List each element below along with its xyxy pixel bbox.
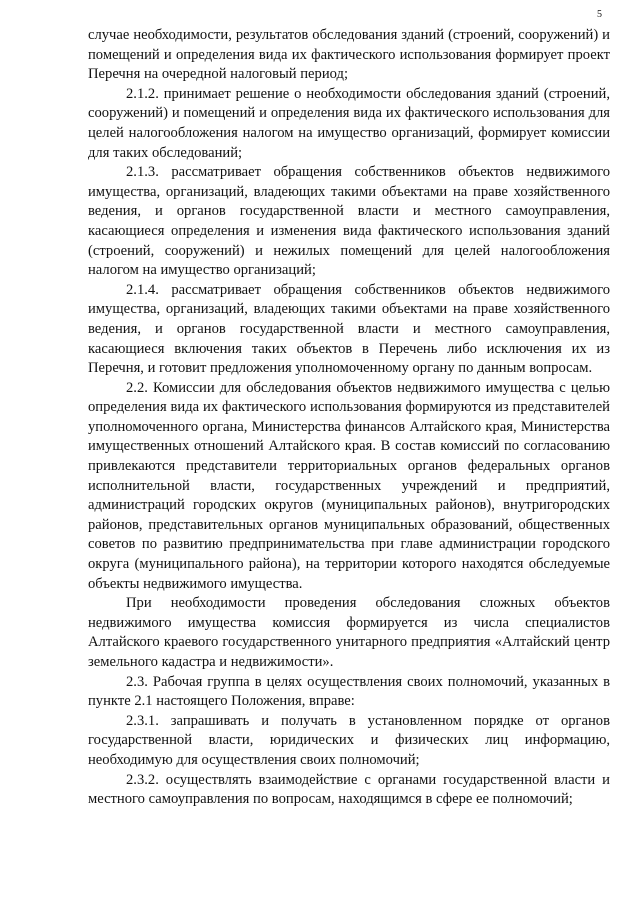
paragraph-continuation: случае необходимости, результатов обследования зданий (строений, сооружений) и помещений и определения вида их фактического использования формирует проект Перечня на очередной налоговый период; (88, 27, 610, 83)
page-number: 5 (597, 9, 602, 20)
paragraph-special-objects: При необходимости проведения обследования сложных объектов недвижимого имущества комиссия формируется из числа специалистов Алтайского краевого государственного унитарного предприятия «Алтайский центр земельного кадастра и недвижимости». (88, 595, 610, 670)
paragraph-2-1-2: 2.1.2. принимает решение о необходимости обследования зданий (строений, сооружений) и помещений и определения вида их фактического использования для целей налогообложения налогом на имущество организаций, формирует комиссии для таких обследований; (88, 85, 610, 161)
paragraph-2-1-4: 2.1.4. рассматривает обращения собственников объектов недвижимого имущества, организаций, владеющих такими объектами на праве хозяйственного ведения, и органов государственной власти и местного самоуправления, касающиеся включения таких объектов в Перечень либо исключения их из Перечня, и готовит предложения уполномоченному органу по данным вопросам. (88, 281, 610, 377)
paragraph-2-3-2: 2.3.2. осуществлять взаимодействие с органами государственной власти и местного самоуправления по вопросам, находящимся в сфере ее полномочий; (88, 771, 610, 808)
paragraph-2-3-1: 2.3.1. запрашивать и получать в установленном порядке от органов государственной власти, юридических и физических лиц информацию, необходимую для осуществления своих полномочий; (88, 712, 610, 768)
paragraph-2-1-3: 2.1.3. рассматривает обращения собственников объектов недвижимого имущества, организаций, владеющих такими объектами на праве хозяйственного ведения, и органов государственной власти и местного самоуправления, касающиеся определения и изменения вида фактического использования зданий (строений, сооружений) и нежилых помещений для целей налогообложения налогом на имущество организаций; (88, 164, 610, 279)
paragraph-2-2: 2.2. Комиссии для обследования объектов недвижимого имущества с целью определения вида их фактического использования формируются из представителей уполномоченного органа, Министерства финансов Алтайского края, Министерства имущественных отношений Алтайского края. В состав комиссий по согласованию привлекаются представители территориальных органов федеральных органов исполнительной власти, государственных учреждений и предприятий, администраций городских округов (муниципальных районов), внутригородских районов, представительных органов муниципальных образований, общественных советов по развитию предпринимательства при главе администрации городского округа (муниципального района), на территории которого находятся обследуемые объекты недвижимого имущества. (88, 379, 610, 592)
paragraph-2-3: 2.3. Рабочая группа в целях осуществления своих полномочий, указанных в пункте 2.1 настоящего Положения, вправе: (88, 673, 610, 710)
document-body (88, 26, 610, 810)
